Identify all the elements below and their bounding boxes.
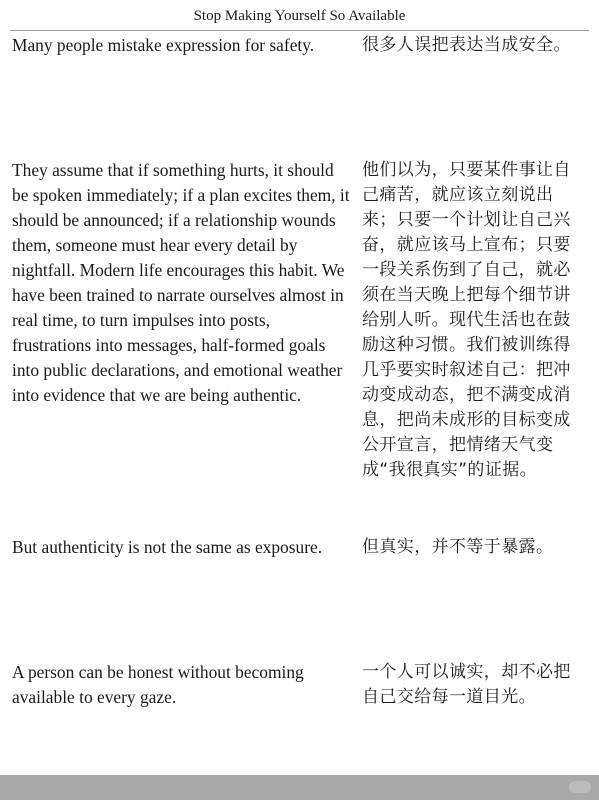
- bottom-bar: [0, 775, 599, 800]
- paragraph-3-english: But authenticity is not the same as exposure.: [12, 537, 323, 557]
- book-title: Stop Making Yourself So Available: [193, 8, 406, 24]
- paragraph-4-english: A person can be honest without becoming available to every gaze.: [12, 662, 304, 707]
- paragraph-2-chinese: 他们以为，只要某件事让自己痛苦，就应该立刻说出来；只要一个计划让自己兴奋，就应该马上宣布；只要一段关系伤到了自己，就必须在当天晚上把每个细节讲给别人听。现代生活也在鼓励这种习惯。我们被训练得几乎要实时叙述自己：把冲动变成动态，把不满变成消息，把尚未成形的目标变成公开宣言，把情绪天气变成“我很真实”的证据。: [362, 160, 571, 480]
- page-header: [0, 0, 599, 30]
- paragraph-2-english: They assume that if something hurts, it should be spoken immediately; if a plan excites them, it should be announced; if a relationship wounds them, someone must hear every detail by nightfall. Modern life encourages this habit. We have been trained to narrate ourselves almost in real time, to turn impulses into posts, frustrations into messages, half-formed goals into public declarations, and emotional weather into evidence that we are being authentic.: [12, 160, 350, 405]
- paragraph-4-chinese: 一个人可以诚实，却不必把自己交给每一道目光。: [362, 662, 571, 707]
- paragraph-1-chinese: 很多人误把表达当成安全。: [362, 35, 571, 55]
- paragraph-3-chinese: 但真实，并不等于暴露。: [362, 537, 554, 557]
- watermark-logo-icon: [569, 781, 591, 793]
- paragraph-1-english: Many people mistake expression for safety.: [12, 35, 315, 55]
- header-divider: [10, 30, 589, 31]
